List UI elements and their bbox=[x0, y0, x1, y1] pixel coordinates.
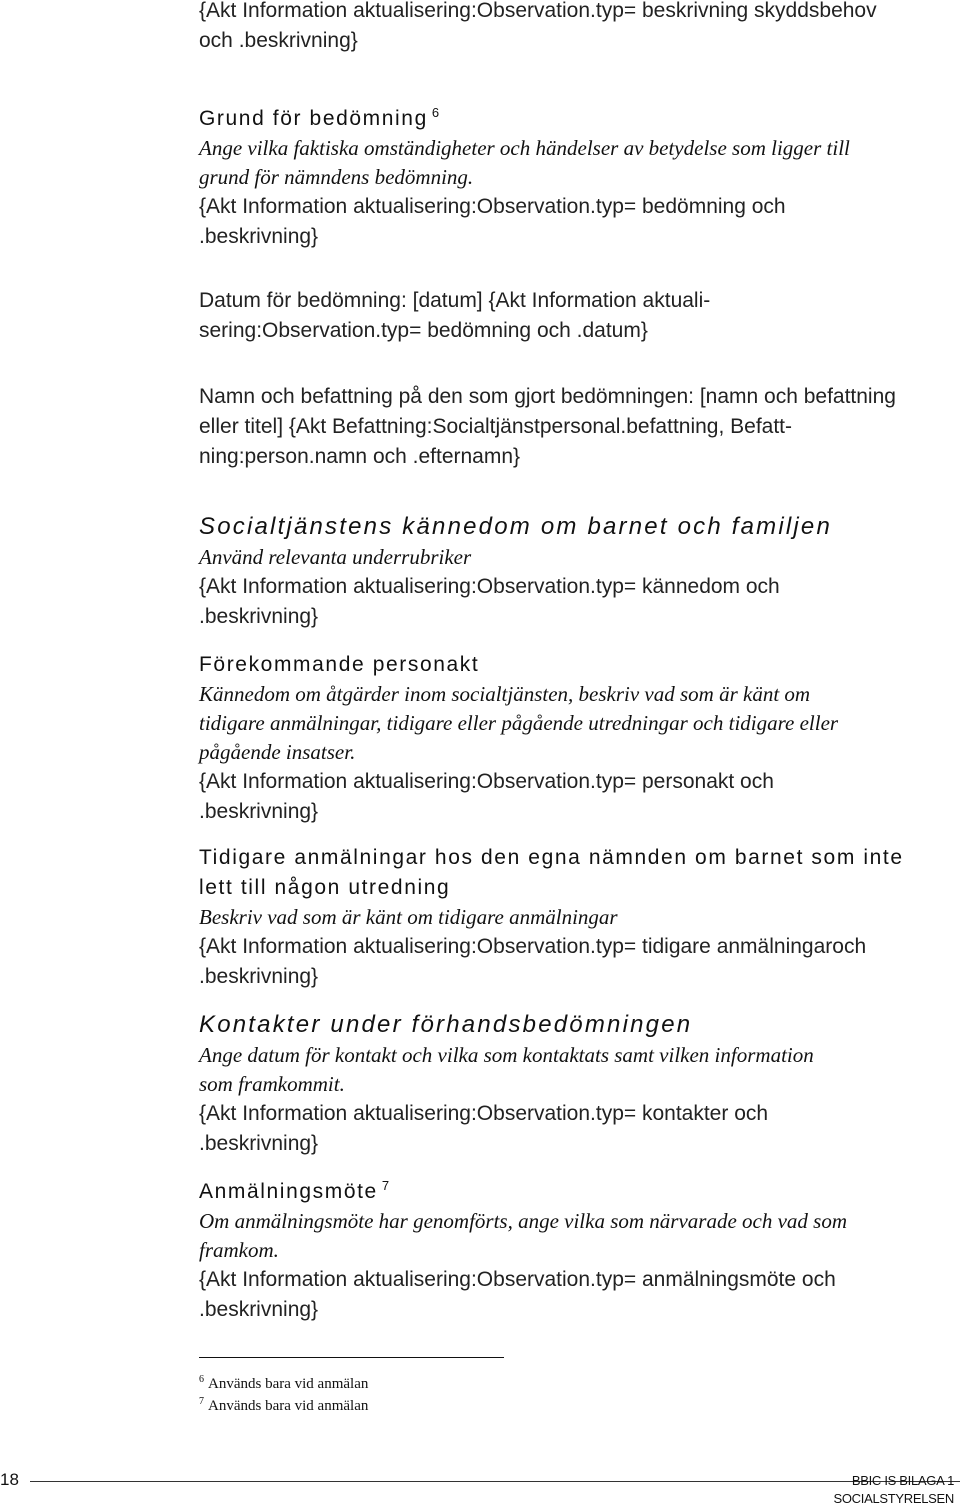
footnote bbox=[199, 1392, 368, 1416]
mote-heading: Anmälningsmöte $^7$ bbox=[199, 1178, 391, 1203]
footer-divider bbox=[30, 1481, 960, 1482]
tidigare-section bbox=[199, 843, 959, 992]
datum-line: sering:Observation.typ= bedömning och .datum} bbox=[199, 319, 648, 342]
kannedom-section bbox=[199, 511, 959, 632]
footnote-ref: 6 bbox=[431, 105, 441, 120]
kontakter-description: Ange datum för kontakt och vilka som kontaktats samt vilken information bbox=[199, 1043, 814, 1067]
footnote-divider bbox=[199, 1357, 504, 1358]
kannedom-heading: Socialtjänstens kännedom om barnet och familjen bbox=[199, 513, 833, 540]
personakt-heading: Förekommande personakt bbox=[199, 653, 480, 676]
grund-code: .beskrivning} bbox=[199, 225, 319, 248]
tidigare-heading: lett till någon utredning bbox=[199, 876, 451, 899]
footnote bbox=[199, 1370, 368, 1394]
intro-line: {Akt Information aktualisering:Observation.typ= beskrivning skyddsbehov bbox=[199, 0, 877, 22]
mote-code: {Akt Information aktualisering:Observation.typ= anmälningsmöte och bbox=[199, 1268, 836, 1291]
tidigare-code: {Akt Information aktualisering:Observation.typ= tidigare anmälningaroch bbox=[199, 935, 867, 958]
kontakter-description: som framkommit. bbox=[199, 1072, 345, 1096]
datum-line: Datum för bedömning: [datum] {Akt Information aktuali- bbox=[199, 289, 711, 312]
kannedom-code: {Akt Information aktualisering:Observation.typ= kännedom och bbox=[199, 575, 780, 598]
tidigare-heading: Tidigare anmälningar hos den egna nämnden om barnet som inte bbox=[199, 846, 904, 869]
namn-section bbox=[199, 382, 959, 472]
personakt-description: tidigare anmälningar, tidigare eller pågående utredningar och tidigare eller bbox=[199, 711, 839, 735]
footnote-text: Används bara vid anmälan bbox=[208, 1376, 369, 1392]
grund-section bbox=[199, 104, 959, 252]
tidigare-code: .beskrivning} bbox=[199, 965, 319, 988]
grund-description: Ange vilka faktiska omständigheter och händelser av betydelse som ligger till bbox=[199, 136, 850, 160]
footnote-number: 7 bbox=[199, 1396, 204, 1407]
namn-line: Namn och befattning på den som gjort bedömningen: [namn och befattning bbox=[199, 385, 896, 408]
datum-section bbox=[199, 286, 959, 346]
personakt-description: pågående insatser. bbox=[199, 740, 356, 764]
kontakter-heading: Kontakter under förhandsbedömningen bbox=[199, 1011, 693, 1038]
personakt-code: {Akt Information aktualisering:Observation.typ= personakt och bbox=[199, 770, 774, 793]
mote-description: Om anmälningsmöte har genomförts, ange vilka som närvarade och vad som bbox=[199, 1209, 848, 1233]
namn-line: ning:person.namn och .efternamn} bbox=[199, 445, 521, 468]
kontakter-code: {Akt Information aktualisering:Observation.typ= kontakter och bbox=[199, 1102, 769, 1125]
footnote-ref: 7 bbox=[381, 1178, 391, 1193]
namn-line: eller titel] {Akt Befattning:Socialtjänstpersonal.befattning, Befatt- bbox=[199, 415, 793, 438]
grund-heading: Grund för bedömning $^6$ bbox=[199, 105, 441, 130]
personakt-section bbox=[199, 650, 959, 827]
footnote-text: Används bara vid anmälan bbox=[208, 1398, 369, 1414]
mote-code: .beskrivning} bbox=[199, 1298, 319, 1321]
grund-code: {Akt Information aktualisering:Observation.typ= bedömning och bbox=[199, 195, 786, 218]
kannedom-description: Använd relevanta underrubriker bbox=[199, 545, 472, 569]
personakt-code: .beskrivning} bbox=[199, 800, 319, 823]
footnote-number: 6 bbox=[199, 1374, 204, 1385]
kontakter-section bbox=[199, 1009, 959, 1159]
mote-description: framkom. bbox=[199, 1238, 279, 1262]
page-number: 18 bbox=[0, 1470, 19, 1489]
personakt-description: Kännedom om åtgärder inom socialtjänsten, beskriv vad som är känt om bbox=[199, 682, 811, 706]
intro-section bbox=[199, 0, 959, 56]
tidigare-description: Beskriv vad som är känt om tidigare anmälningar bbox=[199, 905, 618, 929]
grund-description: grund för nämndens bedömning. bbox=[199, 165, 474, 189]
footer-doc-name: BBIC IS BILAGA 1 bbox=[851, 1473, 954, 1488]
footer-org: SOCIALSTYRELSEN bbox=[833, 1491, 954, 1506]
intro-line: och .beskrivning} bbox=[199, 29, 358, 52]
mote-section bbox=[199, 1177, 959, 1325]
kannedom-code: .beskrivning} bbox=[199, 605, 319, 628]
kontakter-code: .beskrivning} bbox=[199, 1132, 319, 1155]
